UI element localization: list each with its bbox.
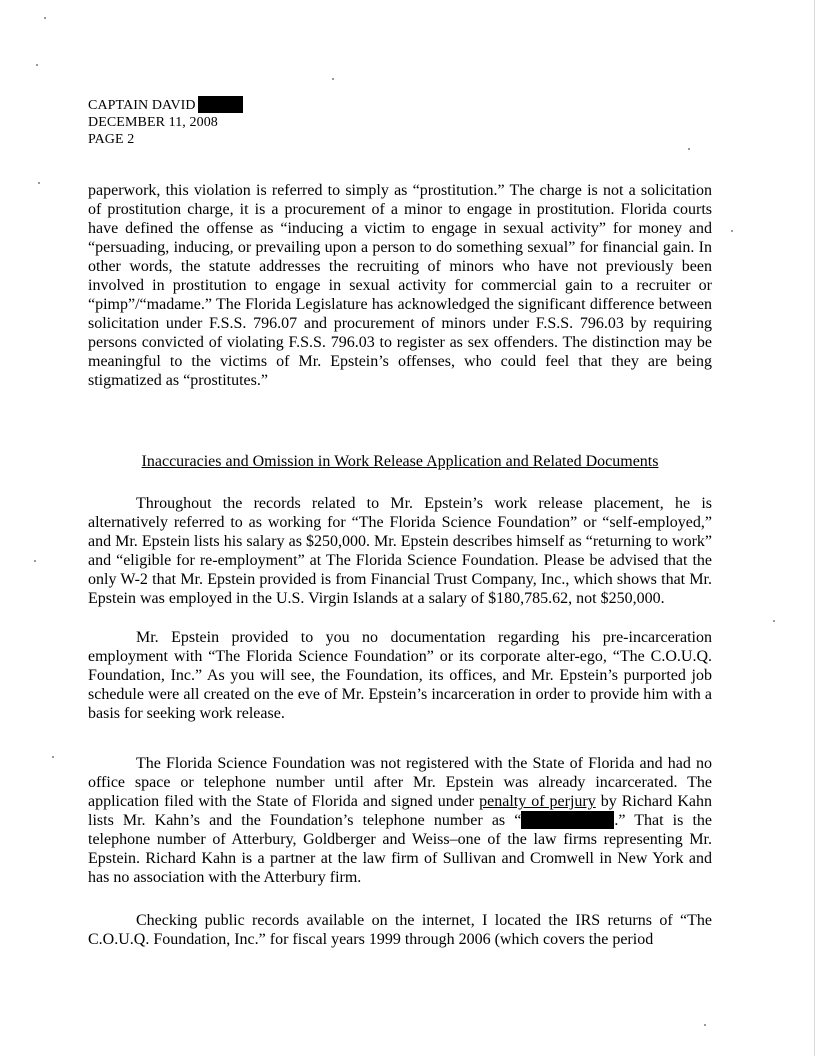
scan-speck <box>36 64 38 66</box>
paragraph-text: by Richard Kahn lists Mr. Kahn’s and the Foundation’s telephone number as “ <box>88 793 713 829</box>
scan-speck <box>34 560 36 562</box>
scan-speck <box>38 182 40 184</box>
redaction-block <box>198 96 243 113</box>
paragraph-text: .” That is the telephone number of Atterbury, Goldberger and Weiss–one of the law firms representing Mr. Epstein. Richard Kahn is a partner at the law firm of Sullivan and Cromwell in New York and has no association with the Atterbury firm. <box>88 812 712 886</box>
scan-speck <box>44 17 46 19</box>
scan-speck <box>704 1024 706 1026</box>
scan-speck <box>731 230 733 232</box>
scan-speck <box>332 78 334 80</box>
scan-speck <box>773 620 775 622</box>
paragraph-text: The Florida Science Foundation was not registered with the State of Florida and had no office space or telephone number until after Mr. Epstein was already incarcerated. The application filed with the State of Florida and signed under <box>88 755 712 810</box>
page-number: PAGE 2 <box>88 132 135 147</box>
underlined-text: penalty of perjury <box>479 793 596 810</box>
scan-speck <box>52 756 54 758</box>
paragraph: Mr. Epstein provided to you no documentation regarding his pre-incarceration employment with “The Florida Science Foundation” or its corporate alter-ego, “The C.O.U.Q. Foundation, Inc.” As you will see, the Foundation, its offices, and Mr. Epstein’s purported job schedule were all created on the eve of Mr. Epstein’s incarceration in order to provide him with a basis for seeking work release. <box>88 629 712 722</box>
page-edge <box>814 0 815 1056</box>
paragraph: paperwork, this violation is referred to simply as “prostitution.” The charge is not a solicitation of prostitution charge, it is a procurement of a minor to engage in prostitution. Florida courts have defined the offense as “inducing a victim to engage in sexual activity” for money and “persuading, inducing, or prevailing upon a person to do something sexual” for financial gain. In other words, the statute addresses the recruiting of minors who have not previously been involved in prostitution to engage in sexual activity for commercial gain to a recruiter or “pimp”/“madame.” The Florida Legislature has acknowledged the significant difference between solicitation under F.S.S. 796.07 and procurement of minors under F.S.S. 796.03 by requiring persons convicted of violating F.S.S. 796.03 to register as sex offenders. The distinction may be meaningful to the victims of Mr. Epstein’s offenses, who could feel that they are being stigmatized as “prostitutes.” <box>88 182 712 389</box>
paragraph: Checking public records available on the internet, I located the IRS returns of “The C.O.U.Q. Foundation, Inc.” for fiscal years 1999 through 2006 (which covers the period <box>88 912 712 948</box>
redaction-block <box>521 811 614 829</box>
scan-speck <box>688 148 690 150</box>
paragraph <box>88 754 712 887</box>
addressee: CAPTAIN DAVID <box>88 98 196 113</box>
paragraph: Throughout the records related to Mr. Epstein’s work release placement, he is alternatively referred to as working for “The Florida Science Foundation” or “self-employed,” and Mr. Epstein lists his salary as $250,000. Mr. Epstein describes himself as “returning to work” and “eligible for re-employment” at The Florida Science Foundation. Please be advised that the only W-2 that Mr. Epstein provided is from Financial Trust Company, Inc., which shows that Mr. Epstein was employed in the U.S. Virgin Islands at a salary of $180,785.62, not $250,000. <box>88 495 712 607</box>
letter-date: DECEMBER 11, 2008 <box>88 115 218 130</box>
letter-header <box>88 97 243 148</box>
section-heading: Inaccuracies and Omission in Work Release Application and Related Documents <box>141 453 659 470</box>
